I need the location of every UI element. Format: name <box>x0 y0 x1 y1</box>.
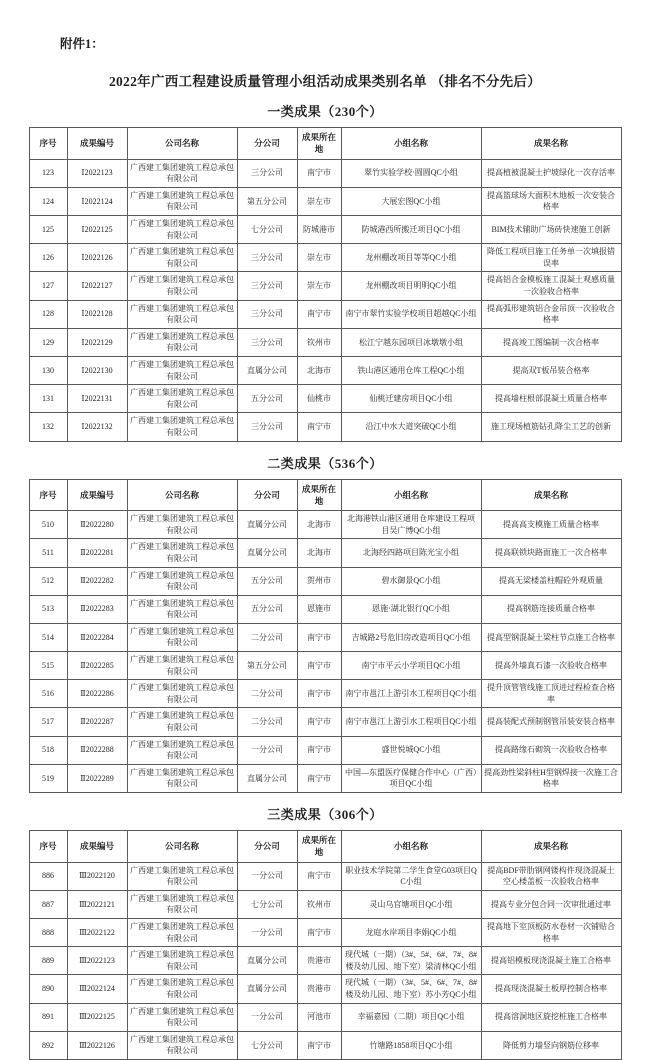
table-body <box>29 511 621 793</box>
result-cell: BIM技术辅助广场砖快速施工创新 <box>481 216 621 244</box>
header-cell: 成果所在地 <box>297 128 341 160</box>
header-cell: 成果名称 <box>481 479 621 511</box>
seq-cell: 126 <box>29 244 67 272</box>
result-cell: 提高外墙真石漆一次验收合格率 <box>481 652 621 680</box>
city-cell: 崇左市 <box>297 272 341 300</box>
company-cell: 广西建工集团建筑工程总承包有限公司 <box>127 187 237 215</box>
branch-cell: 直属分公司 <box>237 511 297 539</box>
result-cell: 提高地下室顶板防水卷材一次铺贴合格率 <box>481 919 621 947</box>
header-cell: 成果编号 <box>67 128 127 160</box>
seq-cell: 515 <box>29 652 67 680</box>
branch-cell: 五分公司 <box>237 567 297 595</box>
table-row <box>29 764 621 792</box>
group-cell: 盛世悦城QC小组 <box>341 736 481 764</box>
company-cell: 广西建工集团建筑工程总承包有限公司 <box>127 511 237 539</box>
header-cell: 公司名称 <box>127 128 237 160</box>
result-cell: 提高型钢混凝土梁柱节点施工合格率 <box>481 623 621 651</box>
branch-cell: 三分公司 <box>237 272 297 300</box>
company-cell: 广西建工集团建筑工程总承包有限公司 <box>127 975 237 1003</box>
table-row <box>29 652 621 680</box>
group-cell: 竹塘路1858项目QC小组 <box>341 1031 481 1059</box>
group-cell: 南宁市邕江上游引水工程项目QC小组 <box>341 680 481 708</box>
group-cell: 防城港西所搬迁项目QC小组 <box>341 216 481 244</box>
company-cell: 广西建工集团建筑工程总承包有限公司 <box>127 890 237 918</box>
seq-cell: 128 <box>29 300 67 328</box>
table-body <box>29 159 621 441</box>
company-cell: 广西建工集团建筑工程总承包有限公司 <box>127 595 237 623</box>
branch-cell: 五分公司 <box>237 595 297 623</box>
company-cell: 广西建工集团建筑工程总承包有限公司 <box>127 567 237 595</box>
city-cell: 钦州市 <box>297 890 341 918</box>
city-cell: 南宁市 <box>297 1031 341 1059</box>
city-cell: 贺州市 <box>297 567 341 595</box>
seq-cell: 130 <box>29 356 67 384</box>
table-row <box>29 1003 621 1031</box>
group-cell: 大展宏图QC小组 <box>341 187 481 215</box>
table-row <box>29 947 621 975</box>
company-cell: 广西建工集团建筑工程总承包有限公司 <box>127 385 237 413</box>
result-cell: 提高铝模板现浇混凝土施工合格率 <box>481 947 621 975</box>
code-cell: Ⅰ2022129 <box>67 328 127 356</box>
company-cell: 广西建工集团建筑工程总承包有限公司 <box>127 159 237 187</box>
header-cell: 成果编号 <box>67 479 127 511</box>
code-cell: Ⅰ2022128 <box>67 300 127 328</box>
code-cell: Ⅰ2022126 <box>67 244 127 272</box>
group-cell: 北海经四路项目陈光宝小组 <box>341 539 481 567</box>
header-row <box>29 831 621 863</box>
city-cell: 南宁市 <box>297 159 341 187</box>
section-title: 二类成果（536个） <box>267 455 383 471</box>
result-cell: 提高高支模施工质量合格率 <box>481 511 621 539</box>
header-cell: 公司名称 <box>127 479 237 511</box>
attachment-label: 附件1： <box>60 37 104 51</box>
city-cell: 北海市 <box>297 511 341 539</box>
company-cell: 广西建工集团建筑工程总承包有限公司 <box>127 244 237 272</box>
seq-cell: 888 <box>29 919 67 947</box>
code-cell: Ⅲ2022122 <box>67 919 127 947</box>
seq-cell: 124 <box>29 187 67 215</box>
code-cell: Ⅱ2022289 <box>67 764 127 792</box>
result-cell: 提高钢筋连接质量合格率 <box>481 595 621 623</box>
table-row <box>29 862 621 890</box>
group-cell: 现代城（一期）（3#、5#、6#、7#、8#楼及幼儿园、地下室）苏小芳QC小组 <box>341 975 481 1003</box>
table-row <box>29 539 621 567</box>
seq-cell: 518 <box>29 736 67 764</box>
group-cell: 龙州棚改项目等等QC小组 <box>341 244 481 272</box>
header-cell: 分公司 <box>237 479 297 511</box>
group-cell: 吉城路2号危旧房改造项目QC小组 <box>341 623 481 651</box>
result-cell: 提高溶洞地区旋挖桩施工合格率 <box>481 1003 621 1031</box>
header-cell: 分公司 <box>237 831 297 863</box>
header-cell: 成果所在地 <box>297 479 341 511</box>
result-cell: 提高无梁楼盖柱帽砼外观质量 <box>481 567 621 595</box>
city-cell: 北海市 <box>297 539 341 567</box>
city-cell: 南宁市 <box>297 736 341 764</box>
code-cell: Ⅲ2022124 <box>67 975 127 1003</box>
seq-cell: 131 <box>29 385 67 413</box>
city-cell: 贵港市 <box>297 975 341 1003</box>
code-cell: Ⅱ2022283 <box>67 595 127 623</box>
group-cell: 北海港铁山港区通用仓库建设工程项目吴广博QC小组 <box>341 511 481 539</box>
company-cell: 广西建工集团建筑工程总承包有限公司 <box>127 736 237 764</box>
group-cell: 南宁市邕江上游引水工程项目QC小组 <box>341 708 481 736</box>
seq-cell: 892 <box>29 1031 67 1059</box>
table-row <box>29 272 621 300</box>
branch-cell: 七分公司 <box>237 890 297 918</box>
sections <box>0 101 650 1060</box>
group-cell: 龙庭水岸项目李娟QC小组 <box>341 919 481 947</box>
group-cell: 龙州棚改项目明明QC小组 <box>341 272 481 300</box>
code-cell: Ⅱ2022286 <box>67 680 127 708</box>
company-cell: 广西建工集团建筑工程总承包有限公司 <box>127 272 237 300</box>
company-cell: 广西建工集团建筑工程总承包有限公司 <box>127 652 237 680</box>
result-cell: 提高竣工图编制一次合格率 <box>481 328 621 356</box>
result-cell: 降低工程项目施工任务单一次填报错误率 <box>481 244 621 272</box>
seq-cell: 516 <box>29 680 67 708</box>
city-cell: 仙桃市 <box>297 385 341 413</box>
branch-cell: 第五分公司 <box>237 652 297 680</box>
code-cell: Ⅱ2022284 <box>67 623 127 651</box>
company-cell: 广西建工集团建筑工程总承包有限公司 <box>127 947 237 975</box>
city-cell: 南宁市 <box>297 413 341 441</box>
code-cell: Ⅱ2022282 <box>67 567 127 595</box>
branch-cell: 三分公司 <box>237 413 297 441</box>
city-cell: 南宁市 <box>297 652 341 680</box>
branch-cell: 三分公司 <box>237 244 297 272</box>
result-cell: 提高劲性梁斜柱H型钢焊接一次施工合格率 <box>481 764 621 792</box>
branch-cell: 第五分公司 <box>237 187 297 215</box>
seq-cell: 514 <box>29 623 67 651</box>
code-cell: Ⅰ2022131 <box>67 385 127 413</box>
result-cell: 提高BDF带肋钢网镂构件现浇混凝土空心楼盖板一次验收合格率 <box>481 862 621 890</box>
code-cell: Ⅲ2022120 <box>67 862 127 890</box>
result-cell: 降低剪力墙竖向钢筋位移率 <box>481 1031 621 1059</box>
branch-cell: 直属分公司 <box>237 975 297 1003</box>
header-cell: 成果编号 <box>67 831 127 863</box>
branch-cell: 三分公司 <box>237 159 297 187</box>
seq-cell: 123 <box>29 159 67 187</box>
table-row <box>29 567 621 595</box>
table-row <box>29 356 621 384</box>
company-cell: 广西建工集团建筑工程总承包有限公司 <box>127 328 237 356</box>
seq-cell: 511 <box>29 539 67 567</box>
branch-cell: 一分公司 <box>237 736 297 764</box>
page-title: 2022年广西工程建设质量管理小组活动成果类别名单 （排名不分先后） <box>108 74 542 89</box>
section-title: 一类成果（230个） <box>267 104 383 119</box>
result-cell: 提高路缘石砌筑一次验收合格率 <box>481 736 621 764</box>
group-cell: 仙桃迁建房项目QC小组 <box>341 385 481 413</box>
group-cell: 铁山港区通用仓库工程QC小组 <box>341 356 481 384</box>
header-cell: 成果名称 <box>481 128 621 160</box>
branch-cell: 三分公司 <box>237 328 297 356</box>
code-cell: Ⅲ2022125 <box>67 1003 127 1031</box>
seq-cell: 132 <box>29 413 67 441</box>
company-cell: 广西建工集团建筑工程总承包有限公司 <box>127 919 237 947</box>
branch-cell: 一分公司 <box>237 862 297 890</box>
result-cell: 施工现场植筋钻孔降尘工艺的创新 <box>481 413 621 441</box>
branch-cell: 直属分公司 <box>237 539 297 567</box>
company-cell: 广西建工集团建筑工程总承包有限公司 <box>127 413 237 441</box>
city-cell: 贵港市 <box>297 947 341 975</box>
seq-cell: 125 <box>29 216 67 244</box>
table-row <box>29 595 621 623</box>
code-cell: Ⅱ2022288 <box>67 736 127 764</box>
code-cell: Ⅱ2022287 <box>67 708 127 736</box>
company-cell: 广西建工集团建筑工程总承包有限公司 <box>127 680 237 708</box>
city-cell: 北海市 <box>297 356 341 384</box>
city-cell: 南宁市 <box>297 919 341 947</box>
company-cell: 广西建工集团建筑工程总承包有限公司 <box>127 764 237 792</box>
table-row <box>29 187 621 215</box>
seq-cell: 513 <box>29 595 67 623</box>
table-row <box>29 159 621 187</box>
company-cell: 广西建工集团建筑工程总承包有限公司 <box>127 862 237 890</box>
table-row <box>29 919 621 947</box>
city-cell: 钦州市 <box>297 328 341 356</box>
header-cell: 公司名称 <box>127 831 237 863</box>
seq-cell: 510 <box>29 511 67 539</box>
city-cell: 南宁市 <box>297 708 341 736</box>
result-cell: 提高墙柱根部混凝土质量合格率 <box>481 385 621 413</box>
group-cell: 幸福嘉园（二期）项目QC小组 <box>341 1003 481 1031</box>
seq-cell: 519 <box>29 764 67 792</box>
group-cell: 恩施·湖北银行QC小组 <box>341 595 481 623</box>
result-cell: 提高铝合金模板施工混凝土观感质量一次验收合格率 <box>481 272 621 300</box>
code-cell: Ⅲ2022121 <box>67 890 127 918</box>
branch-cell: 直属分公司 <box>237 947 297 975</box>
code-cell: Ⅱ2022280 <box>67 511 127 539</box>
group-cell: 松江宁越东园项目冰墩墩小组 <box>341 328 481 356</box>
company-cell: 广西建工集团建筑工程总承包有限公司 <box>127 300 237 328</box>
result-cell: 提升顶管管线施工顶进过程检查合格率 <box>481 680 621 708</box>
group-cell: 灵山乌官塘项目QC小组 <box>341 890 481 918</box>
result-cell: 提高弧形建筑铝合金吊顶一次验收合格率 <box>481 300 621 328</box>
branch-cell: 二分公司 <box>237 680 297 708</box>
branch-cell: 一分公司 <box>237 1003 297 1031</box>
result-section <box>0 453 650 794</box>
header-cell: 序号 <box>29 831 67 863</box>
header-cell: 小组名称 <box>341 128 481 160</box>
table-row <box>29 736 621 764</box>
seq-cell: 890 <box>29 975 67 1003</box>
table-row <box>29 216 621 244</box>
city-cell: 崇左市 <box>297 244 341 272</box>
code-cell: Ⅲ2022123 <box>67 947 127 975</box>
seq-cell: 889 <box>29 947 67 975</box>
group-cell: 沿江中水大道突破QC小组 <box>341 413 481 441</box>
city-cell: 南宁市 <box>297 680 341 708</box>
results-table <box>29 127 622 442</box>
header-cell: 成果名称 <box>481 831 621 863</box>
results-table <box>29 830 622 1060</box>
company-cell: 广西建工集团建筑工程总承包有限公司 <box>127 708 237 736</box>
group-cell: 现代城（一期）（3#、5#、6#、7#、8#楼及幼儿园、地下室）梁清林QC小组 <box>341 947 481 975</box>
header-row <box>29 479 621 511</box>
code-cell: Ⅱ2022285 <box>67 652 127 680</box>
group-cell: 翠竹实验学校·圆圆QC小组 <box>341 159 481 187</box>
table-row <box>29 385 621 413</box>
code-cell: Ⅰ2022125 <box>67 216 127 244</box>
result-section <box>0 804 650 1060</box>
result-cell: 提高双T板吊装合格率 <box>481 356 621 384</box>
branch-cell: 直属分公司 <box>237 356 297 384</box>
result-cell: 提高联锁块路面施工一次合格率 <box>481 539 621 567</box>
branch-cell: 七分公司 <box>237 1031 297 1059</box>
result-cell: 提高专业分包合同一次审批通过率 <box>481 890 621 918</box>
group-cell: 南宁市平云小学项目QC小组 <box>341 652 481 680</box>
code-cell: Ⅱ2022281 <box>67 539 127 567</box>
code-cell: Ⅰ2022124 <box>67 187 127 215</box>
group-cell: 职业技术学院第二学生食堂G03项目QC小组 <box>341 862 481 890</box>
company-cell: 广西建工集团建筑工程总承包有限公司 <box>127 623 237 651</box>
city-cell: 南宁市 <box>297 764 341 792</box>
company-cell: 广西建工集团建筑工程总承包有限公司 <box>127 1003 237 1031</box>
city-cell: 南宁市 <box>297 300 341 328</box>
table-row <box>29 975 621 1003</box>
city-cell: 河池市 <box>297 1003 341 1031</box>
branch-cell: 二分公司 <box>237 708 297 736</box>
group-cell: 南宁市翠竹实验学校项目超越QC小组 <box>341 300 481 328</box>
group-cell: 碧水御景QC小组 <box>341 567 481 595</box>
header-cell: 分公司 <box>237 128 297 160</box>
result-cell: 提高植被混凝土护坡绿化一次存活率 <box>481 159 621 187</box>
branch-cell: 一分公司 <box>237 919 297 947</box>
table-row <box>29 244 621 272</box>
result-section <box>0 101 650 442</box>
seq-cell: 127 <box>29 272 67 300</box>
seq-cell: 512 <box>29 567 67 595</box>
company-cell: 广西建工集团建筑工程总承包有限公司 <box>127 216 237 244</box>
result-cell: 提高篮球场大面积木地板一次安装合格率 <box>481 187 621 215</box>
code-cell: Ⅰ2022127 <box>67 272 127 300</box>
code-cell: Ⅰ2022123 <box>67 159 127 187</box>
table-row <box>29 708 621 736</box>
seq-cell: 129 <box>29 328 67 356</box>
city-cell: 南宁市 <box>297 862 341 890</box>
branch-cell: 直属分公司 <box>237 764 297 792</box>
table-body <box>29 862 621 1059</box>
table-row <box>29 680 621 708</box>
table-row <box>29 623 621 651</box>
company-cell: 广西建工集团建筑工程总承包有限公司 <box>127 539 237 567</box>
code-cell: Ⅰ2022132 <box>67 413 127 441</box>
branch-cell: 五分公司 <box>237 385 297 413</box>
city-cell: 恩施市 <box>297 595 341 623</box>
table-row <box>29 300 621 328</box>
seq-cell: 517 <box>29 708 67 736</box>
table-row <box>29 413 621 441</box>
seq-cell: 891 <box>29 1003 67 1031</box>
branch-cell: 三分公司 <box>237 300 297 328</box>
code-cell: Ⅲ2022126 <box>67 1031 127 1059</box>
result-cell: 提高现浇混凝土板厚控制合格率 <box>481 975 621 1003</box>
company-cell: 广西建工集团建筑工程总承包有限公司 <box>127 1031 237 1059</box>
header-cell: 序号 <box>29 479 67 511</box>
table-row <box>29 1031 621 1059</box>
seq-cell: 887 <box>29 890 67 918</box>
group-cell: 中国—东盟医疗保健合作中心（广西）项目QC小组 <box>341 764 481 792</box>
header-cell: 成果所在地 <box>297 831 341 863</box>
table-row <box>29 328 621 356</box>
section-title: 三类成果（306个） <box>267 807 383 822</box>
header-cell: 小组名称 <box>341 479 481 511</box>
branch-cell: 七分公司 <box>237 216 297 244</box>
result-cell: 提高装配式预制钢管吊装安装合格率 <box>481 708 621 736</box>
branch-cell: 二分公司 <box>237 623 297 651</box>
code-cell: Ⅰ2022130 <box>67 356 127 384</box>
city-cell: 南宁市 <box>297 623 341 651</box>
table-row <box>29 511 621 539</box>
city-cell: 崇左市 <box>297 187 341 215</box>
table-row <box>29 890 621 918</box>
header-row <box>29 128 621 160</box>
header-cell: 小组名称 <box>341 831 481 863</box>
seq-cell: 886 <box>29 862 67 890</box>
header-cell: 序号 <box>29 128 67 160</box>
city-cell: 防城港市 <box>297 216 341 244</box>
company-cell: 广西建工集团建筑工程总承包有限公司 <box>127 356 237 384</box>
results-table <box>29 479 622 794</box>
